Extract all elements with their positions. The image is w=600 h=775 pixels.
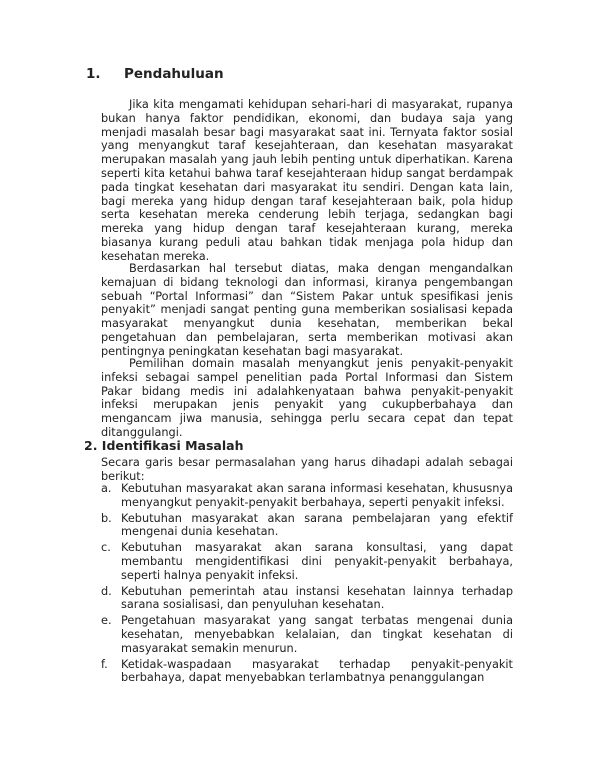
paragraph-2: Berdasarkan hal tersebut diatas, maka dengan mengandalkan kemajuan di bidang teknologi dan informasi, kiranya pengembangan sebuah “Portal Informasi” dan “Sistem Pakar untuk spesifikasi jenis penyakit” menjadi sangat penting guna memberikan sosialisasi kepada masyarakat menyangkut dunia kesehatan, memberikan bekal pengetahuan dan pembelajaran, serta memberikan motivasi akan pentingnya peningkatan kesehatan bagi masyarakat. [101,262,513,358]
paragraph-1: Jika kita mengamati kehidupan sehari-hari di masyarakat, rupanya bukan hanya faktor pendidikan, ekonomi, dan budaya saja yang menjadi masalah besar bagi masyarakat saat ini. Ternyata faktor sosial yang menyangkut taraf kesejahteraan, dan kesehatan masyarakat merupakan masalah yang jauh lebih penting untuk diperhatikan. Karena seperti kita ketahui bahwa taraf kesejahteraan hidup sangat berdampak pada tingkat kesehatan dari masyarakat itu sendiri. Dengan kata lain, bagi mereka yang hidup dengan taraf kesejahteraan baik, pola hidup serta kesehatan mereka cenderung lebih terjaga, sedangkan bagi mereka yang hidup dengan taraf kesejahteraan kurang, mereka biasanya kurang peduli atau bahkan tidak menjaga pola hidup dan kesehatan mereka. [101,98,513,263]
list-item-text: Pengetahuan masyarakat yang sangat terbatas mengenai dunia kesehatan, menyebabkan kelalaian, dan tingkat kesehatan di masyarakat semakin menurun. [121,614,513,655]
list-marker: c. [101,541,111,555]
section-1-title: Pendahuluan [124,66,224,82]
problem-list [101,482,513,687]
list-marker: e. [101,614,112,628]
list-item-text: Kebutuhan masyarakat akan sarana pembelajaran yang efektif mengenai dunia kesehatan. [121,511,513,539]
list-marker: d. [101,584,112,598]
list-item-text: Ketidak-waspadaan masyarakat terhadap penyakit-penyakit berbahaya, dapat menyebabkan terlambatnya penanggulangan [121,657,513,685]
section-1-number: 1. [86,66,101,82]
list-item [101,614,513,655]
list-item [101,512,513,540]
list-marker: b. [101,511,112,525]
list-item [101,482,513,510]
list-item-text: Kebutuhan masyarakat akan sarana informasi kesehatan, khususnya menyangkut penyakit-penyakit berbahaya, seperti penyakit infeksi. [121,482,513,509]
section-2-intro: Secara garis besar permasalahan yang harus dihadapi adalah sebagai berikut: [101,456,513,483]
list-item-text: Kebutuhan pemerintah atau instansi kesehatan lainnya terhadap sarana sosialisasi, dan penyuluhan kesehatan. [121,584,513,612]
list-marker: a. [101,482,112,495]
list-item [101,585,513,613]
paragraph-3: Pemilihan domain masalah menyangkut jenis penyakit-penyakit infeksi sebagai sampel penelitian pada Portal Informasi dan Sistem Pakar bidang medis ini adalahkenyataan bahwa penyakit-penyakit infeksi merupakan jenis penyakit yang cukupberbahaya dan mengancam jiwa manusia, sehingga perlu secara cepat dan tepat ditanggulangi. [101,357,513,439]
list-item [101,541,513,582]
list-item [101,658,513,686]
list-item-text: Kebutuhan masyarakat akan sarana konsultasi, yang dapat membantu mengidentifikasi dini penyakit-penyakit berbahaya, seperti halnya penyakit infeksi. [121,541,513,582]
list-marker: f. [101,657,108,671]
section-2-heading: 2. Identifikasi Masalah [84,438,244,453]
